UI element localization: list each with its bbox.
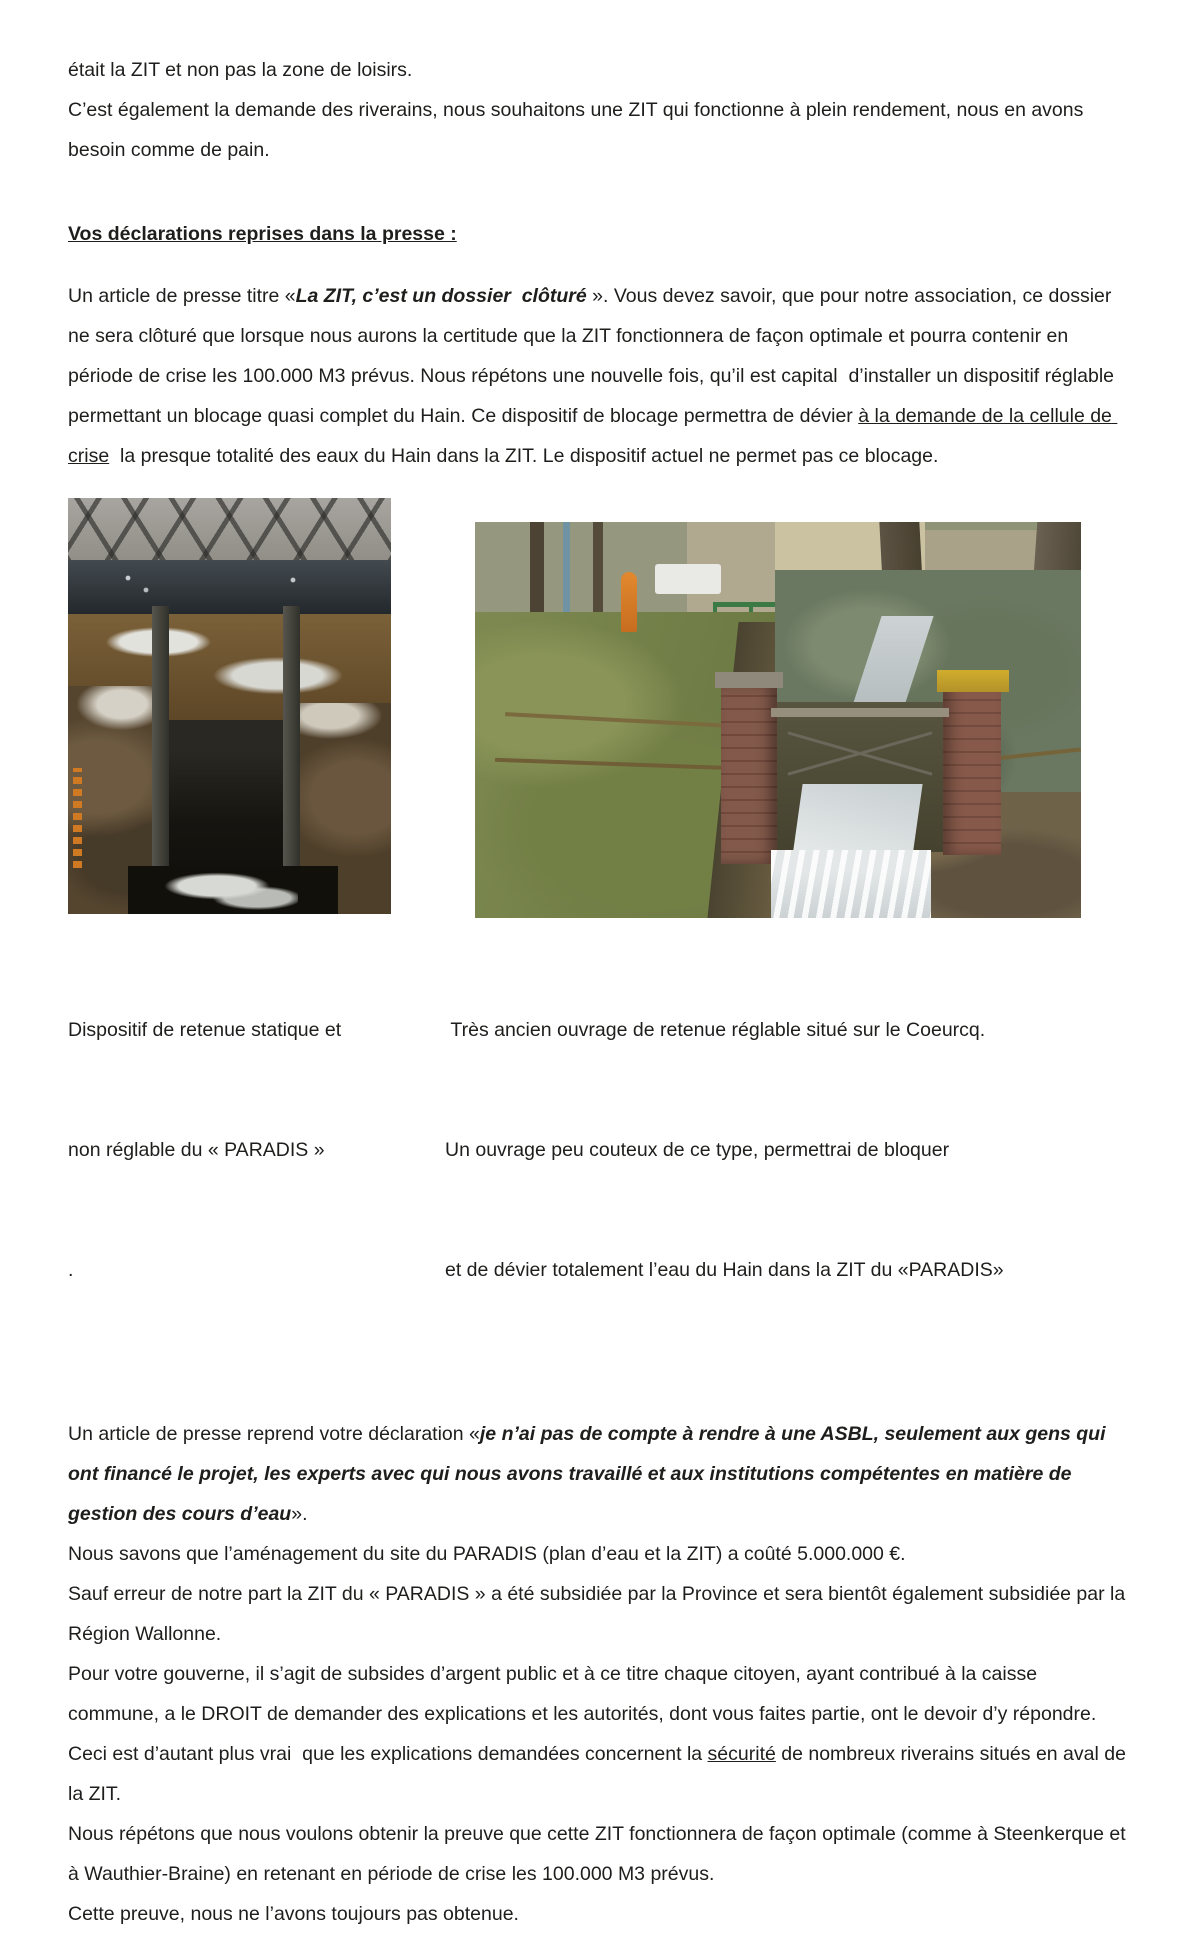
security-paragraph	[68, 1734, 1132, 1814]
sluice-gate-panel	[169, 720, 283, 888]
intro-line-1: était la ZIT et non pas la zone de loisirs.	[68, 59, 413, 81]
parked-van	[655, 564, 721, 594]
left-photo-caption	[68, 930, 445, 1370]
water-foam	[163, 870, 298, 910]
pillar-cap-yellow	[937, 670, 1009, 692]
underlined-phrase: à la demande de la cellule de crise	[68, 405, 1118, 467]
declaration-text-1: Un article de presse reprend votre déclaration «	[68, 1423, 480, 1445]
pillar-cap-left	[715, 672, 783, 688]
downstream-channel	[771, 850, 931, 918]
photo-row	[68, 498, 1126, 918]
security-underlined: sécurité	[707, 1743, 776, 1765]
subsidy-paragraph: Sauf erreur de notre part la ZIT du « PARADIS » a été subsidiée par la Province et sera bientôt également subsidiée par la Région Wallonne.	[68, 1583, 1131, 1645]
proof-paragraph: Nous répétons que nous voulons obtenir la preuve que cette ZIT fonctionnera de façon optimale (comme à Steenkerque et à Wauthier-Braine) en retenant en période de crise les 100.000 M3 prévus.	[68, 1823, 1132, 1885]
gate-post-right	[283, 606, 300, 892]
signal-pole	[563, 522, 570, 622]
caption-line: Dispositif de retenue statique et	[68, 1019, 342, 1041]
tree-trunk	[593, 522, 603, 612]
security-text-2: de nombreux riverains situés en aval de la ZIT.	[68, 1743, 1132, 1805]
security-text-1: Ceci est d’autant plus vrai que les explications demandées concernent la	[68, 1743, 708, 1765]
photo-adjustable-retention-structure	[475, 522, 1081, 918]
cross-beam	[771, 708, 949, 717]
press-article-text-2: ». Vous devez savoir, que pour notre association, ce dossier ne sera clôturé que lorsque nous aurons la certitude que la ZIT fonctionnera de façon optimale et pourra contenir en période de crise les 100.000 M3 prévus. Nous répétons une nouvelle fois, qu’il est capital d’installer un dispositif réglable permettant un blocage quasi complet du Hain. Ce dispositif de blocage permettra de dévier	[68, 285, 1120, 427]
brick-pillar-left	[721, 684, 777, 864]
press-article-text-1: Un article de presse titre «	[68, 285, 296, 307]
right-photo-caption	[445, 930, 1126, 1370]
press-article-text-3: la presque totalité des eaux du Hain dans la ZIT. Le dispositif actuel ne permet pas ce blocage.	[109, 445, 939, 467]
press-article-quote: La ZIT, c’est un dossier clôturé	[295, 285, 593, 307]
gate-post-left	[152, 606, 169, 892]
bridge-beam	[68, 560, 391, 614]
caption-line: Très ancien ouvrage de retenue réglable situé sur le Coeurcq.	[445, 1019, 986, 1041]
brick-pillar-right	[943, 680, 1001, 855]
photo-static-retention-device	[68, 498, 391, 914]
caption-line: .	[68, 1259, 74, 1281]
caption-row	[68, 930, 1126, 1370]
building	[925, 530, 1045, 572]
bridge-truss	[68, 498, 391, 564]
declaration-text-2: ».	[291, 1503, 308, 1525]
press-article-paragraph	[68, 276, 1126, 476]
caption-line: Un ouvrage peu couteux de ce type, permettrai de bloquer	[445, 1139, 950, 1161]
orange-bollard	[621, 572, 637, 632]
section-heading: Vos déclarations reprises dans la presse :	[68, 223, 457, 245]
public-money-paragraph: Pour votre gouverne, il s’agit de subsides d’argent public et à ce titre chaque citoyen, ayant contribué à la caisse commune, a le DROIT de demander des explications et les autorités, dont vous faites partie, ont le devoir d’y répondre.	[68, 1663, 1097, 1725]
intro-line-2: C’est également la demande des riverains, nous souhaitons une ZIT qui fonctionne à plein rendement, nous en avons besoin comme de pain.	[68, 99, 1089, 161]
cost-paragraph: Nous savons que l’aménagement du site du PARADIS (plan d’eau et la ZIT) a coûté 5.000.000 €.	[68, 1543, 906, 1565]
proof-missing-paragraph: Cette preuve, nous ne l’avons toujours pas obtenue.	[68, 1903, 519, 1925]
declaration-paragraph	[68, 1414, 1126, 1534]
caption-line: et de dévier totalement l’eau du Hain dans la ZIT du «PARADIS»	[445, 1259, 1004, 1281]
caption-line: non réglable du « PARADIS »	[68, 1139, 325, 1161]
declaration-quote: je n’ai pas de compte à rendre à une ASBL, seulement aux gens qui ont financé le projet, les experts avec qui nous avons travaillé et aux institutions compétentes en matière de gestion des cours d’eau	[68, 1423, 1111, 1525]
timestamp-marks	[73, 768, 82, 868]
